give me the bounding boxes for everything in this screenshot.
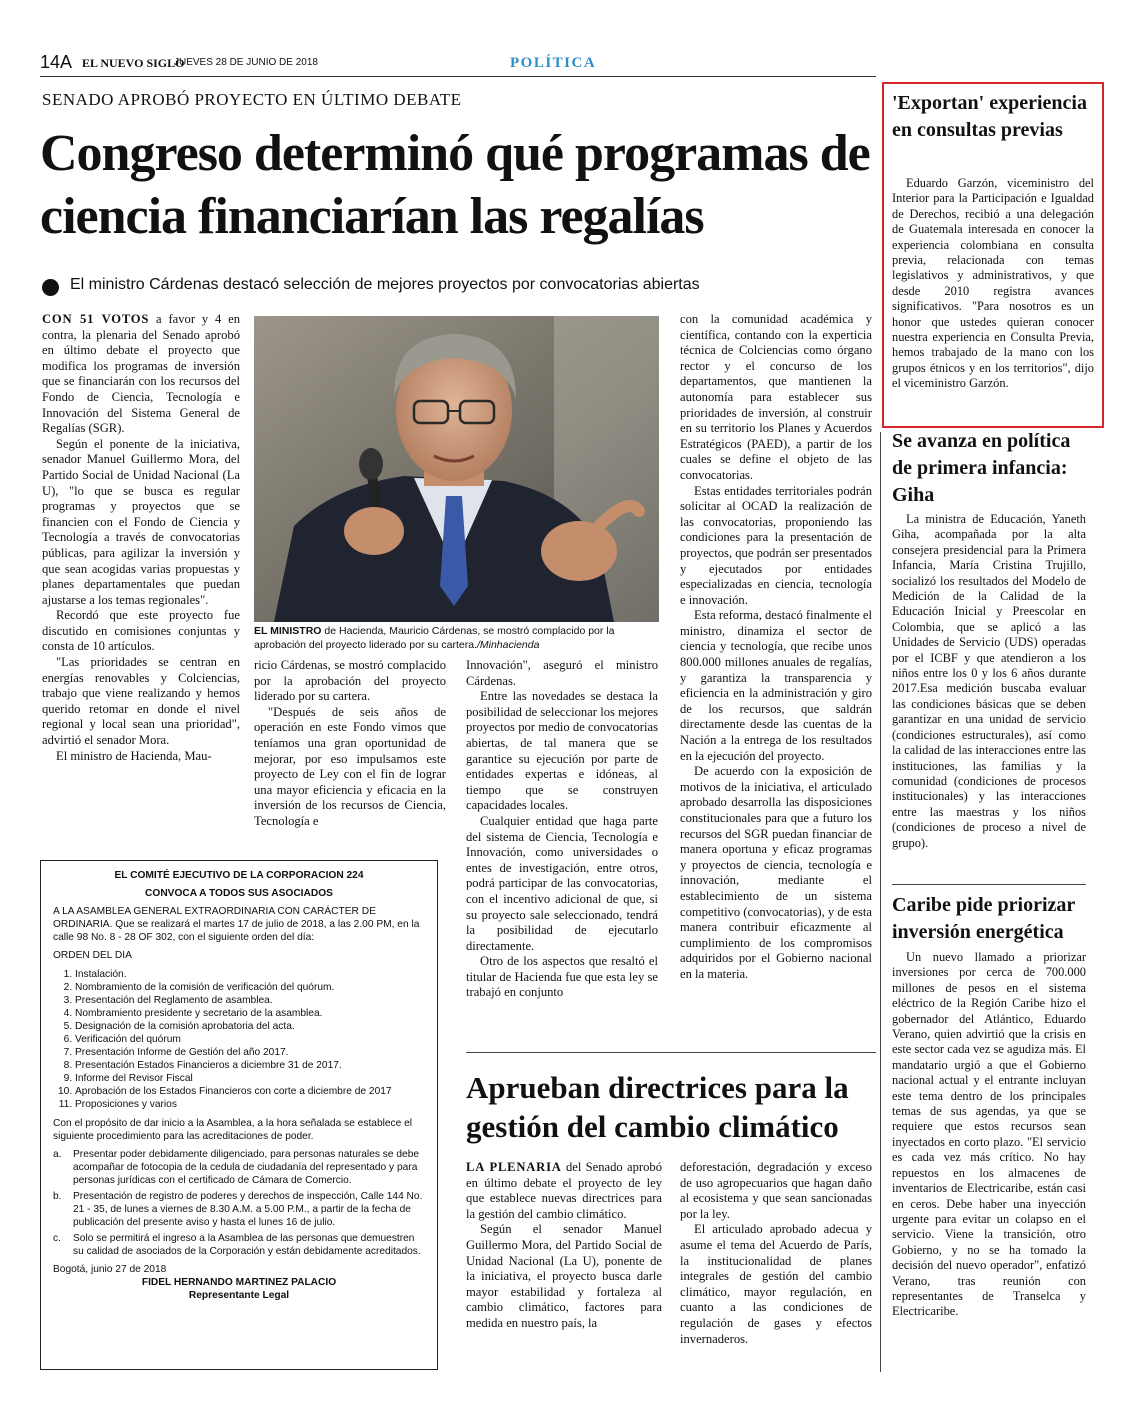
- section-title: POLÍTICA: [510, 55, 597, 71]
- ad-signer: FIDEL HERNANDO MARTINEZ PALACIO: [141, 1277, 337, 1288]
- ad-procedure-intro: Con el propósito de dar inicio a la Asamblea, a la hora señalada se establece el siguiente procedimiento para las acreditaciones de poder.: [53, 1118, 413, 1142]
- climate-column-1: LA PLENARIA del Senado aprobó en último debate el proyecto de ley que establece nuevas directrices para la gestión del cambio climático. Según el senador Manuel Guillermo Mora, del Partido Social de Unidad Nacional (La U), ponente de la iniciativa, el proyecto busca darle mayor estabilidad y fortaleza al cambio climático, factores para medida en nuestro país, la: [466, 1160, 662, 1330]
- sidebar-title-caribe: Caribe pide priorizar inversión energética: [892, 894, 1075, 943]
- article-divider: [466, 1052, 876, 1053]
- issue-date: JUEVES 28 DE JUNIO DE 2018: [174, 57, 318, 68]
- sidebar-body-infancia: La ministra de Educación, Yaneth Giha, acompañada por la alta consejera presidencial para la Primera Infancia, María Cristina Trujillo, socializó los resultados del Modelo de Medición de la Calidad de la Educación Inicial y Preescolar en Colombia, que se aplicó a las Unidades de Servicio (UDS) operadas por el ICBF y que atendieron a los niños entre los 0 y los 6 años durante 2017.Esa medición buscaba evaluar las condiciones básicas que se deben garantizar en una unidad de servicio (condiciones estructurales), así como la calidad de las interacciones entre las instituciones, las familias y la comunidad (condiciones de procesos institucionales) y las interacciones entre las maestras y los niños (condiciones de proceso a nivel de grupo).: [892, 512, 1086, 850]
- minister-photo: [254, 316, 659, 622]
- ad-agenda-list: [53, 968, 425, 1111]
- header-divider: [40, 76, 876, 77]
- article-kicker: SENADO APROBÓ PROYECTO EN ÚLTIMO DEBATE: [42, 90, 462, 109]
- climate-lead: LA PLENARIA: [466, 1160, 562, 1174]
- ad-procedure-list: [53, 1148, 425, 1258]
- ad-subtitle: CONVOCA A TODOS SUS ASOCIADOS: [145, 888, 333, 899]
- ad-title: EL COMITÉ EJECUTIVO DE LA CORPORACION 224: [114, 870, 364, 881]
- list-item: b. Presentación de registro de poderes y derechos de inspección, Calle 144 No. 21 - 35, de lunes a viernes de 8.30 A.M. a 5.00 P.M., a partir de la fecha de publicación del presente aviso y hasta el lunes 16 de julio.: [53, 1191, 423, 1228]
- paragraph: "Después de seis años de operación en este Fondo vimos que teníamos una gran oportunidad de mejorar, por eso impulsamos este proyecto de Ley con el fin de lograr una mayor eficiencia y eficacia en la inversión de los recursos de Ciencia, Tecnología e: [254, 704, 446, 828]
- sidebar-divider: [880, 432, 881, 1372]
- paragraph: deforestación, degradación y exceso de uso agropecuarios que hagan daño al ecosistema y que sean sancionadas por la ley.: [680, 1160, 872, 1221]
- article-headline: Congreso determinó qué programas de ciencia financiarían las regalías: [40, 125, 870, 245]
- paragraph: Otro de los aspectos que resaltó el titular de Hacienda fue que esta ley se trabajó en conjunto: [466, 954, 658, 1000]
- photo-caption: EL MINISTRO de Hacienda, Mauricio Cárdenas, se mostró complacido por la aprobación del proyecto liderado por su cartera./Minhacienda: [254, 625, 615, 651]
- article-subhead: El ministro Cárdenas destacó selección de mejores proyectos por convocatorias abiertas: [70, 276, 700, 293]
- list-item: c. Solo se permitirá el ingreso a la Asamblea de las personas que demuestren su calidad de asociados de la Corporación y están debidamente acreditados.: [53, 1233, 421, 1257]
- sidebar-body-caribe: Un nuevo llamado a priorizar inversiones por cerca de 700.000 millones de pesos en el sistema eléctrico de la Región Caribe hizo el gobernador del Atlántico, Eduardo Verano, quien advirtió que la crisis en este sector cada vez se agudiza más. El mandatario urgió a que el Gobierno nacional actual y el entrante incluyan este tema dentro de los principales temas de sus agendas, ya que se requiere que estos recursos sean inyectados en corto plazo. "El servicio es cada vez más crítico. No hay repuestos en los almacenes de inventarios de Electricaribe, están casi en ceros. Debe haber una inyección urgente para evitar un colapso en el servicio. Viene la transición, otro Gobierno, y no se ha tomado la decisión del nuevo operador", enfatizó Verano, tras reunión con representantes de Transelca y Electricaribe.: [892, 950, 1086, 1319]
- climate-column-2: [680, 1160, 872, 1347]
- bullet-icon: [42, 279, 59, 296]
- list-item: 11. Proposiciones y varios: [75, 1098, 425, 1111]
- paragraph: ricio Cárdenas, se mostró complacido por la aprobación del proyecto liderado por su cartera.: [254, 658, 446, 704]
- list-item: a. Presentar poder debidamente diligenciado, para personas naturales se debe acompañar de fotocopia de la cedula de ciudadanía del representado y para personas jurídicas con el certificado de Cámara de Comercio.: [53, 1149, 420, 1186]
- assembly-notice-ad: [40, 860, 438, 1370]
- paragraph: Según el senador Manuel Guillermo Mora, del Partido Social de Unidad Nacional (La U), ponente de la iniciativa, el proyecto busca darle mayor estabilidad y fortaleza al cambio climático, factores para medida en nuestro país, la: [466, 1222, 662, 1330]
- paragraph: De acuerdo con la exposición de motivos de la iniciativa, el articulado aprobado desarrolla las disposiciones constitucionales para que a futuro los recursos del SGR puedan financiar de manera oportuna y eficaz programas y proyectos de ciencia, tecnología e innovación, mediante el establecimiento de un sistema competitivo (convocatorias), y de esta manera contribuir eficazmente al cumplimiento de los compromisos adquiridos por el Gobierno nacional en la materia.: [680, 764, 872, 981]
- sidebar-title-infancia: Se avanza en política de primera infancia: Giha: [892, 430, 1071, 506]
- paragraph: Innovación", aseguró el ministro Cárdenas.: [466, 658, 658, 688]
- page-number: 14A: [40, 52, 73, 72]
- list-item: 4. Nombramiento presidente y secretario de la asamblea.: [75, 1007, 425, 1020]
- paragraph: Esta reforma, destacó finalmente el ministro, dinamiza el sector de ciencia y tecnología, que recibe unos 800.000 millones anuales de regalías, y garantiza la transparencia y eficiencia en la administración y giro de los recursos, que saldrán directamente desde las cuentas de la Nación a la entrega de los resultados en la ejecución del proyecto.: [680, 608, 872, 763]
- ad-intro: A LA ASAMBLEA GENERAL EXTRAORDINARIA CON CARÁCTER DE ORDINARIA. Que se realizará el martes 17 de julio de 2018, a las 2.00 PM, en la calle 98 No. 8 - 28 OF 302, con el siguiente orden del día:: [53, 906, 420, 943]
- article-column-1: CON 51 VOTOS a favor y 4 en contra, la plenaria del Senado aprobó en último debate el proyecto que modifica los programas de inversión que se financiarán con los recursos del Fondo de Ciencia, Tecnología e Innovación del Sistema General de Regalías (SGR). Según el ponente de la iniciativa, senador Manuel Guillermo Mora, del Partido Social de Unidad Nacional (La U), "lo que se busca es regular programas y proyectos que se financien con el Fondo de Ciencia y Tecnología a través de convocatorias públicas, para agilizar la inversión y que sean acogidas varias propuestas y planes departamentales que puedan ajustarse a los temas regionales". Recordó que este proyecto fue discutido en comisiones conjuntas y consta de 10 artículos. "Las prioridades se centran en energías renovables y Colciencias, trabajo que viene realizando y hemos querido retomar en donde el nivel regional y local sean una prioridad", advirtió el senador Mora. El ministro de Hacienda, Mau-: [42, 312, 240, 763]
- list-item: 6. Verificación del quórum: [75, 1033, 425, 1046]
- climate-headline: Aprueban directrices para la gestión del cambio climático: [466, 1070, 849, 1144]
- article-column-4: [680, 312, 872, 983]
- list-item: 7. Presentación Informe de Gestión del año 2017.: [75, 1046, 425, 1059]
- ad-signer-role: Representante Legal: [188, 1290, 290, 1301]
- list-item: 2. Nombramiento de la comisión de verificación del quórum.: [75, 981, 425, 994]
- paragraph: Estas entidades territoriales podrán solicitar al OCAD la realización de las convocatorias, proponiendo las condiciones para la presentación de proyectos, que podrán ser presentados y ejecutados por entidades especializadas en ciencia, tecnología e innovación.: [680, 483, 872, 607]
- paragraph: con la comunidad académica y científica, contando con la experticia técnica de Colciencias como órgano rector y el concurso de los departamentos, que mantienen la autonomía para establecer sus prioridades de inversión, al construir en su territorio los Planes y Acuerdos Estratégicos (PAED), a partir de los cuales se define el objeto de las convocatorias.: [680, 312, 872, 482]
- paragraph: Recordó que este proyecto fue discutido en comisiones conjuntas y consta de 10 artículos.: [42, 608, 240, 654]
- list-item: 1. Instalación.: [75, 968, 425, 981]
- sidebar-item-divider: [892, 884, 1086, 885]
- ad-agenda-title: ORDEN DEL DIA: [53, 950, 132, 961]
- paragraph: Según el ponente de la iniciativa, senador Manuel Guillermo Mora, del Partido Social de Unidad Nacional (La U), "lo que se busca es regular programas y proyectos que se financien con el Fondo de Ciencia y Tecnología a través de convocatorias públicas, para agilizar la inversión y que sean acogidas varias propuestas y planes departamentales que puedan ajustarse a los temas regionales".: [42, 436, 240, 607]
- paragraph: El ministro de Hacienda, Mau-: [56, 748, 212, 763]
- newspaper-name: EL NUEVO SIGLO: [82, 56, 185, 70]
- paragraph: Entre las novedades se destaca la posibilidad de seleccionar los mejores proyectos por medio de convocatorias abiertas, de tal manera que se garantice su ejecución por parte de entidades expertas e idóneas, al tiempo que se construyen capacidades locales.: [466, 689, 658, 813]
- ad-place-date: Bogotá, junio 27 de 2018: [53, 1264, 167, 1275]
- article-column-3: [466, 658, 658, 1001]
- sidebar-title-consultas: 'Exportan' experiencia en consultas previas: [892, 92, 1087, 141]
- sidebar-body-consultas: Eduardo Garzón, viceministro del Interior para la Participación e Igualdad de Derechos, recibió a una delegación de Guatemala interesada en conocer la experiencia colombiana en consulta previa, relacionada con temas legislativos y administrativos, y que desde 2010 registra avances significativos. "Para nosotros es un honor que ustedes quieran conocer nuestra experiencia en Consulta Previa, hemos trabajado de la mano con los grupos étnicos y en los territorios", dijo el viceministro Garzón.: [892, 176, 1094, 391]
- list-item: 5. Designación de la comisión aprobatoria del acta.: [75, 1020, 425, 1033]
- list-item: 3. Presentación del Reglamento de asamblea.: [75, 994, 425, 1007]
- paragraph: "Las prioridades se centran en energías renovables y Colciencias, trabajo que viene realizando y hemos querido retomar en donde el nivel regional y local sean una prioridad", advirtió el senador Mora.: [42, 655, 240, 748]
- list-item: 9. Informe del Revisor Fiscal: [75, 1072, 425, 1085]
- list-item: 8. Presentación Estados Financieros a diciembre 31 de 2017.: [75, 1059, 425, 1072]
- article-lead: CON 51 VOTOS: [42, 312, 150, 326]
- list-item: 10. Aprobación de los Estados Financieros con corte a diciembre de 2017: [75, 1085, 425, 1098]
- article-column-2: [254, 658, 446, 830]
- paragraph: El articulado aprobado adecua y asume el tema del Acuerdo de París, la institucionalidad de planes integrales de gestión del cambio climático, mayor regulación, en cuanto a las condiciones de regulación de gases y efectos invernaderos.: [680, 1222, 872, 1346]
- paragraph: Cualquier entidad que haga parte del sistema de Ciencia, Tecnología e Innovación, como universidades o entes de investigación, entre otros, podrá participar de las convocatorias, con el incentivo adicional de que, si su proyecto sale seleccionado, tendrá la posibilidad de ejecutarlo directamente.: [466, 813, 658, 953]
